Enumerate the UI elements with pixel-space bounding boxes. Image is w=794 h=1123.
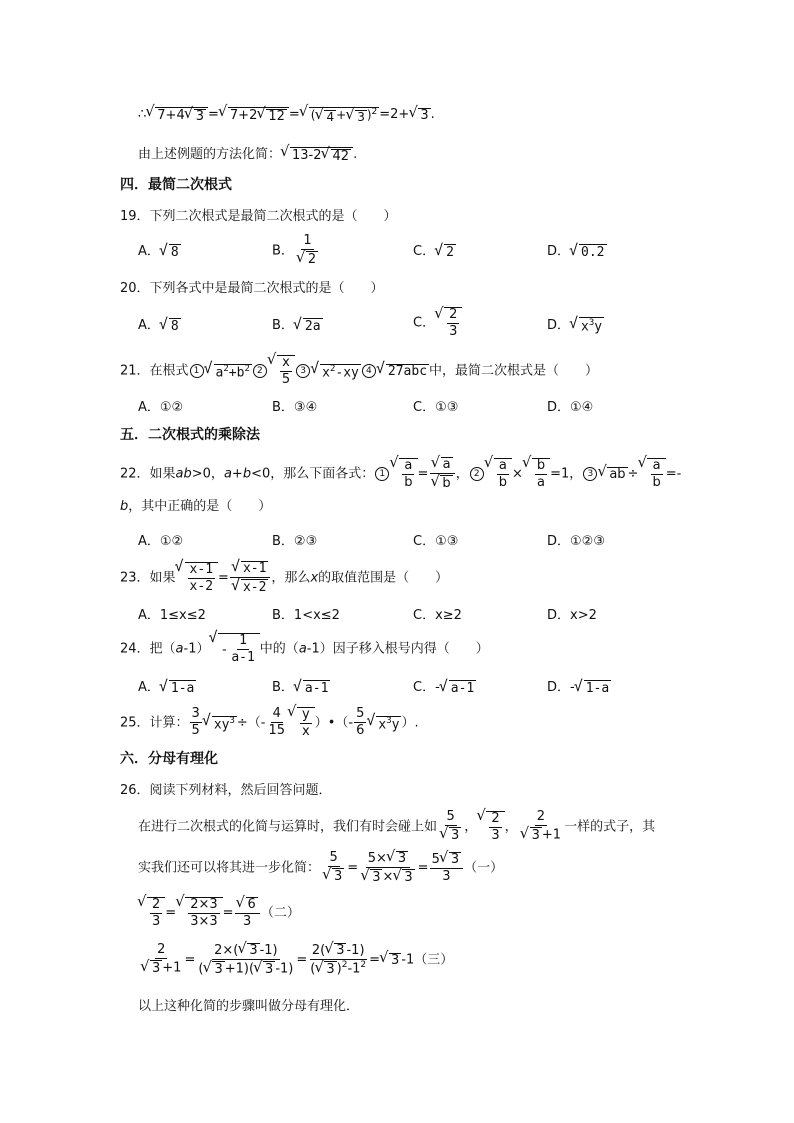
q20-stem: 20．下列各式中是最简二次根式的是（ ）: [120, 281, 384, 296]
q21-stem: 21．在根式 1√ $a^2+b^2$ 2 √ $\frac{x}{5}$ 3√ $x^2-xy$ 4√ 27abc 中，最简二次根式是（ ）: [120, 354, 598, 388]
section-5-title: 五．二次根式的乘除法: [120, 427, 260, 443]
q23-stem: 23．如果 √ $\frac{x-1}{x-2}$ = √ x-1 √ x-2 ，那么x的取值范围是（ ）: [120, 560, 448, 596]
q21-option-b[interactable]: B．③④: [272, 400, 318, 415]
q22-option-a[interactable]: A．①②: [138, 534, 184, 549]
q20-option-a[interactable]: A．√ 8: [138, 314, 181, 334]
q22-stem-line2: b，其中正确的是（ ）: [120, 499, 272, 514]
q24-option-d[interactable]: D．-√ 1-a: [547, 676, 611, 696]
therefore-line: ∴√ 7+4√ 3 =√ 7+2√ 12 =√ (√ 4 +√ 3 )$^2$ =2+√ 3 .: [138, 106, 435, 123]
q26-ending: 以上这种化简的步骤叫做分母有理化．: [138, 999, 360, 1014]
q21-option-c[interactable]: C．①③: [413, 400, 459, 415]
q26-equation-3: 2 √ 3 +1 = $\frac{2\times(√ 3 -1)}{(√ 3 +1)(√ 3 -1)}$ = $\frac{2(√ 3 -1)}{(√ 3 )^2-1^2}$ =√ 3 -1（三）: [138, 942, 453, 978]
q19-option-b[interactable]: B． 1 √ 2: [272, 234, 321, 268]
q24-option-a[interactable]: A．√ 1-a: [138, 676, 196, 696]
tag-1: （一）: [464, 860, 504, 876]
q22-option-c[interactable]: C．①③: [413, 534, 459, 549]
q22-stem-line1: 22．如果ab>0，a+b<0，那么下面各式： 1 √ $\frac{a}{b}$ = √ a √ b ， 2 √ $\frac{a}{b}$ × √ $\frac{b}{a}$ =1， 3√ ab ÷ √ $\frac{a}{b}$ =-: [120, 456, 681, 492]
q20-option-c[interactable]: C． √ $\frac{2}{3}$: [413, 306, 462, 340]
q22-option-b[interactable]: B．②③: [272, 534, 318, 549]
q20-option-d[interactable]: D．√ $x^3y$: [547, 314, 604, 335]
q26-paragraph-2: 实我们还可以将其进一步化简： 5 √ 3 = 5×√ 3 √ 3 ×√ 3 = $\frac{5√ 3}{3}$ （一）: [138, 850, 503, 886]
simplify-prompt: 由上述例题的方法化简：√ 13-2√ 42 .: [138, 146, 357, 163]
q24-option-b[interactable]: B．√ a-1: [272, 676, 330, 696]
q19-stem: 19．下列二次根式是最简二次根式的是（ ）: [120, 209, 397, 224]
q21-option-d[interactable]: D．①④: [547, 400, 594, 415]
q24-option-c[interactable]: C．-√ a-1: [413, 676, 476, 696]
section-4-title: 四．最简二次根式: [120, 177, 232, 193]
q23-option-b[interactable]: B．1<x≤2: [272, 608, 340, 623]
q19-option-a[interactable]: A．√ 8: [138, 240, 181, 260]
q23-option-a[interactable]: A．1≤x≤2: [138, 608, 206, 623]
q20-option-b[interactable]: B．√ 2a: [272, 314, 323, 334]
q26-stem: 26．阅读下列材料，然后回答问题．: [120, 783, 332, 798]
q19-option-c[interactable]: C．√ 2: [413, 240, 456, 260]
q21-option-a[interactable]: A．①②: [138, 400, 184, 415]
q23-option-c[interactable]: C．x≥2: [413, 608, 462, 623]
q24-stem: 24．把（a-1）√ - $\frac{1}{a-1}$ 中的（a-1）因子移入根号内得（ ）: [120, 632, 489, 666]
q26-equation-2: √ $\frac{2}{3}$ = √ $\frac{2\times 3}{3\times 3}$ = √ $\frac{6}{3}$ （二）: [138, 896, 300, 930]
q26-paragraph-1: 在进行二次根式的化简与运算时，我们有时会碰上如 5 √ 3 ， √ $\frac{2}{3}$ ， 2 √ 3 +1 一样的式子，其: [138, 810, 655, 844]
section-6-title: 六．分母有理化: [120, 751, 218, 767]
tag-2: （二）: [260, 905, 300, 921]
q25-stem: 25．计算： $\frac{3}{5}$ √ $xy^3$ ÷（- $\frac{4}{15}$ √ $\frac{y}{x}$ ）•（- $\frac{5}{6}$ √ $x^3y$ ）.: [120, 706, 419, 740]
q19-option-d[interactable]: D．√ 0.2: [547, 240, 607, 260]
q23-option-d[interactable]: D．x>2: [547, 608, 597, 623]
tag-3: （三）: [414, 952, 454, 968]
q22-option-d[interactable]: D．①②③: [547, 534, 605, 549]
